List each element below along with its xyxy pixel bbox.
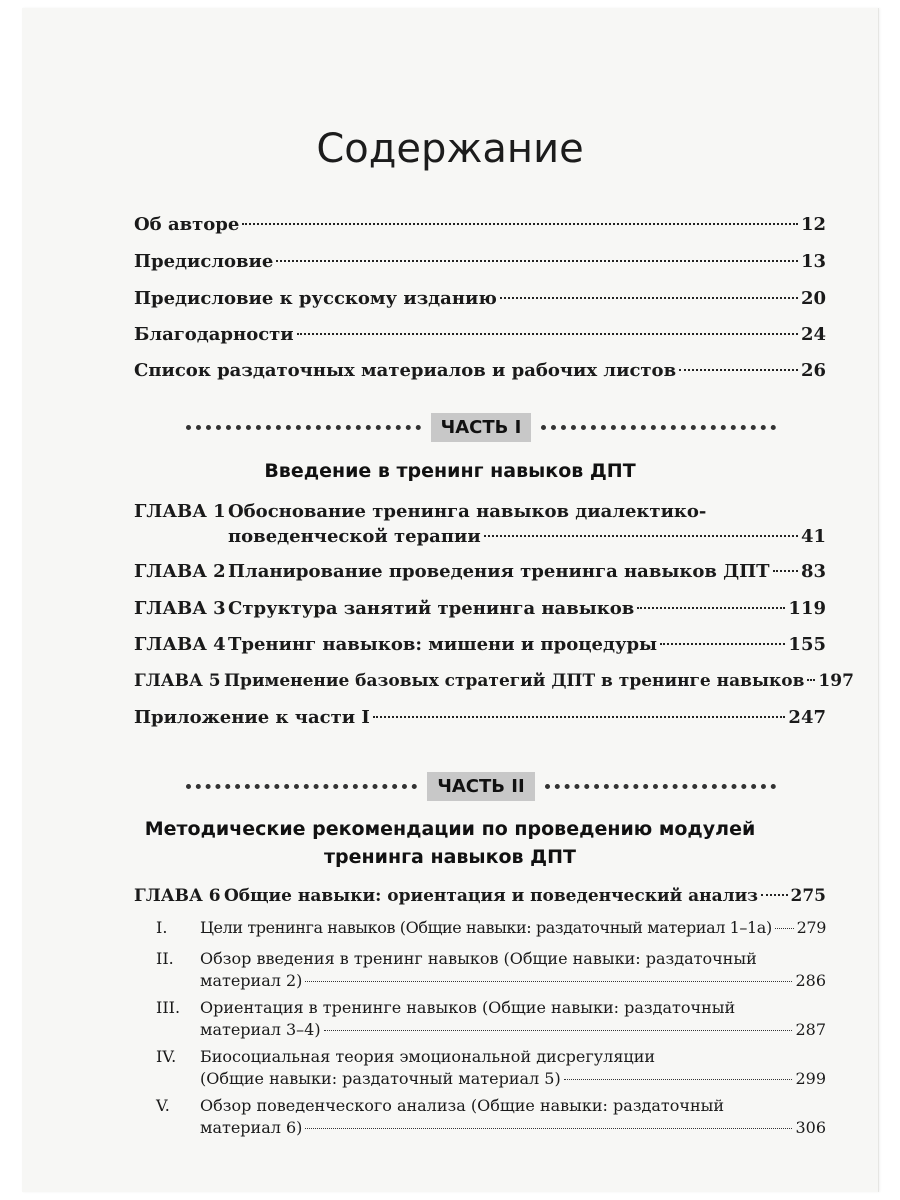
chapter-title: Тренинг навыков: мишени и процедуры <box>228 634 658 655</box>
section-title-cont: (Общие навыки: раздаточный материал 5) <box>200 1069 561 1088</box>
section-page: 306 <box>795 1118 826 1137</box>
toc-entry-label: Предисловие <box>134 251 274 272</box>
section-number: IV. <box>156 1047 177 1066</box>
chapter-number: ГЛАВА 1 <box>134 501 226 522</box>
toc-entry-russian-preface[interactable] <box>134 288 826 309</box>
chapter-number: ГЛАВА 5 <box>134 671 221 691</box>
section-title: Обзор поведенческого анализа (Общие навыки: раздаточный <box>200 1096 725 1115</box>
toc-entry-about-author[interactable] <box>134 214 826 235</box>
chapter-number: ГЛАВА 3 <box>134 598 226 619</box>
toc-entry-acknowledgements[interactable] <box>134 324 826 345</box>
section-title: Биосоциальная теория эмоциональной дисрегуляции <box>200 1047 656 1066</box>
section-number: V. <box>156 1096 170 1115</box>
section-page: 287 <box>795 1020 826 1039</box>
chapter-title: Применение базовых стратегий ДПТ в тренинге навыков <box>224 671 805 691</box>
toc-entry-preface[interactable] <box>134 251 826 272</box>
appendix-page: 247 <box>788 707 826 728</box>
section-line <box>200 971 826 990</box>
book-page <box>22 8 879 1192</box>
dot-leader <box>276 260 798 262</box>
appendix-part-1[interactable] <box>134 707 826 728</box>
chapter-number: ГЛАВА 2 <box>134 561 226 582</box>
dot-leader <box>775 928 794 929</box>
chapter-title: Планирование проведения тренинга навыков ДПТ <box>228 561 770 582</box>
section-title-cont: материал 6) <box>200 1118 303 1137</box>
part-2-separator <box>176 769 786 803</box>
section-line <box>200 1020 826 1039</box>
chapter-2[interactable] <box>134 561 826 582</box>
section-line <box>200 918 826 937</box>
section-title-cont: материал 2) <box>200 971 303 990</box>
chapter-page: 155 <box>788 634 826 655</box>
dotted-rule <box>186 784 417 789</box>
chapter-number: ГЛАВА 4 <box>134 634 226 655</box>
dot-leader <box>484 535 798 537</box>
chapter-page: 41 <box>800 526 826 547</box>
chapter-page: 197 <box>818 671 854 691</box>
dotted-rule <box>545 784 776 789</box>
dot-leader <box>305 981 792 982</box>
dot-leader <box>807 679 815 681</box>
toc-entry-page: 12 <box>800 214 826 235</box>
chapter-title: Структура занятий тренинга навыков <box>228 598 635 619</box>
chapter-title: Общие навыки: ориентация и поведенческий анализ <box>224 886 759 906</box>
chapter-number: ГЛАВА 6 <box>134 886 221 906</box>
dot-leader <box>637 607 785 609</box>
dot-leader <box>773 570 798 572</box>
chapter-3[interactable] <box>134 598 826 619</box>
dot-leader <box>679 369 798 371</box>
section-title-cont: материал 3–4) <box>200 1020 321 1039</box>
chapter-page: 119 <box>788 598 826 619</box>
toc-entry-page: 24 <box>800 324 826 345</box>
toc-entry-handouts-list[interactable] <box>134 360 826 381</box>
section-number: I. <box>156 918 168 937</box>
toc-entry-label: Благодарности <box>134 324 294 345</box>
section-title: Цели тренинга навыков (Общие навыки: раздаточный материал 1–1а) <box>200 918 772 937</box>
dot-leader <box>500 297 798 299</box>
appendix-label: Приложение к части I <box>134 707 370 728</box>
toc-entry-label: Предисловие к русскому изданию <box>134 288 497 309</box>
toc-entry-label: Список раздаточных материалов и рабочих листов <box>134 360 677 381</box>
chapter-title: Обоснование тренинга навыков диалектико- <box>228 501 707 522</box>
chapter-title-cont: поведенческой терапии <box>228 526 481 547</box>
dot-leader <box>297 333 798 335</box>
page-title: Содержание <box>316 126 584 172</box>
chapter-1-line2[interactable] <box>228 526 826 547</box>
part-1-heading: Введение в тренинг навыков ДПТ <box>264 460 636 482</box>
section-number: II. <box>156 949 174 968</box>
toc-entry-page: 20 <box>800 288 826 309</box>
section-line <box>200 1069 826 1088</box>
part-1-label: ЧАСТЬ I <box>431 413 532 442</box>
part-2-heading-line1: Методические рекомендации по проведению модулей <box>144 818 756 840</box>
part-1-separator <box>176 410 786 444</box>
section-page: 279 <box>796 918 826 937</box>
part-2-heading-line2: тренинга навыков ДПТ <box>324 846 576 868</box>
toc-entry-page: 26 <box>800 360 826 381</box>
dotted-rule <box>541 425 776 430</box>
section-page: 299 <box>795 1069 826 1088</box>
toc-entry-label: Об авторе <box>134 214 240 235</box>
toc-entry-page: 13 <box>800 251 826 272</box>
chapter-6[interactable] <box>134 886 826 906</box>
dot-leader <box>660 643 785 645</box>
dot-leader <box>564 1079 793 1080</box>
dot-leader <box>373 716 786 718</box>
chapter-4[interactable] <box>134 634 826 655</box>
chapter-1-line1[interactable] <box>134 501 706 522</box>
dot-leader <box>242 223 798 225</box>
section-number: III. <box>156 998 181 1017</box>
dot-leader <box>305 1128 792 1129</box>
section-page: 286 <box>795 971 826 990</box>
part-2-label: ЧАСТЬ II <box>427 772 534 801</box>
chapter-page: 275 <box>790 886 826 906</box>
section-title: Ориентация в тренинге навыков (Общие навыки: раздаточный <box>200 998 736 1017</box>
chapter-page: 83 <box>800 561 826 582</box>
section-title: Обзор введения в тренинг навыков (Общие навыки: раздаточный <box>200 949 757 968</box>
dot-leader <box>761 894 787 896</box>
dot-leader <box>324 1030 793 1031</box>
section-line <box>200 1118 826 1137</box>
dotted-rule <box>186 425 421 430</box>
chapter-5[interactable] <box>134 671 854 691</box>
